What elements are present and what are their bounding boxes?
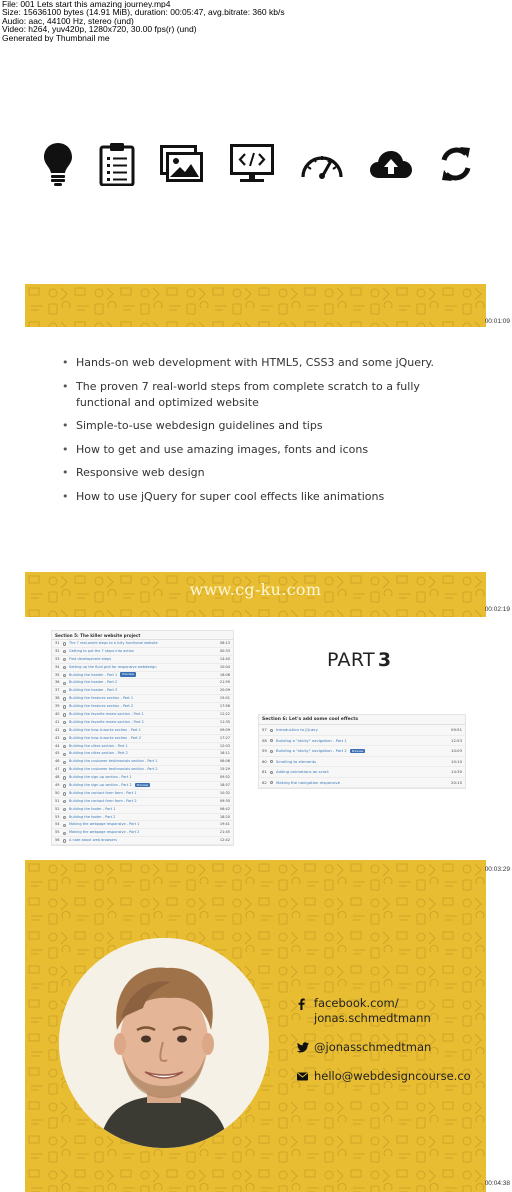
- table-row[interactable]: [52, 656, 233, 664]
- lecture-title: [69, 735, 141, 743]
- lecture-duration: 19:41: [219, 822, 230, 827]
- lecture-duration: 10:32: [219, 790, 230, 795]
- meta-generator-line: Generated by Thumbnail me: [2, 33, 110, 43]
- lecture-title: [69, 837, 117, 845]
- section-5-lecture-table: [51, 630, 234, 846]
- facebook-line-1: facebook.com/: [314, 996, 399, 1010]
- list-item: • How to use jQuery for super cool effects like animations: [62, 489, 462, 505]
- lecture-duration: 09:35: [219, 798, 230, 803]
- list-item: • The proven 7 real-world steps from complete scratch to a fully functional and optimized website: [62, 379, 462, 411]
- lecture-title-text: Building the header - Part 3: [69, 688, 118, 693]
- play-circle-icon: [63, 697, 66, 700]
- lecture-duration: 09:09: [219, 727, 230, 732]
- lecture-title: [276, 767, 329, 778]
- lecture-duration: 12:53: [451, 737, 462, 743]
- thumbnail-frame-1: [25, 42, 486, 327]
- yellow-pattern-band: [25, 572, 486, 617]
- lecture-title: [276, 757, 316, 768]
- lecture-title: [276, 736, 347, 747]
- table-row[interactable]: [52, 727, 233, 735]
- timestamp-2: 00:02:19: [484, 606, 510, 613]
- lecture-title-text: Building the header - Part 1: [69, 672, 118, 677]
- table-row[interactable]: [52, 711, 233, 719]
- preview-button[interactable]: Preview: [122, 672, 134, 677]
- play-circle-icon: [63, 713, 66, 716]
- feature-icon-row: [43, 142, 473, 186]
- lecture-duration: 21:59: [219, 680, 230, 685]
- part-number: 3: [377, 649, 392, 671]
- lecture-title: [69, 829, 139, 837]
- lecture-title: [69, 814, 115, 822]
- lecture-title: [69, 821, 139, 829]
- table-row[interactable]: [52, 837, 233, 845]
- lecture-number: 59: [262, 748, 267, 753]
- play-circle-icon: [63, 761, 66, 764]
- lecture-number: 54: [55, 822, 60, 827]
- lecture-title: [276, 778, 340, 789]
- twitter-link[interactable]: [297, 1040, 486, 1055]
- lecture-title-text: Building the sign-up section - Part 1: [69, 775, 132, 780]
- lecture-title: [69, 806, 115, 814]
- lecture-title-text: Building the customer testimonials section - Part 2: [69, 767, 158, 772]
- preview-button[interactable]: Preview: [136, 782, 149, 787]
- lecture-duration: 15:29: [219, 767, 230, 772]
- play-circle-icon: [63, 808, 66, 811]
- table-row[interactable]: [52, 774, 233, 782]
- table-row[interactable]: [259, 767, 465, 778]
- timestamp-4: 00:04:38: [484, 1180, 510, 1187]
- play-circle-icon: [63, 737, 66, 740]
- lecture-title-text: Building the footer - Part 2: [69, 814, 116, 819]
- part-label: PART: [327, 649, 375, 671]
- lecture-title-text: Building the contact form form - Part 2: [69, 798, 137, 803]
- lightbulb-icon: [43, 142, 73, 186]
- lecture-title: [69, 758, 158, 766]
- table-row[interactable]: [52, 640, 233, 648]
- table-row[interactable]: [52, 798, 233, 806]
- lecture-number: 62: [262, 779, 267, 785]
- timestamp-3: 00:03:29: [484, 866, 510, 873]
- lecture-title: [69, 672, 136, 680]
- list-item: • How to get and use amazing images, fonts and icons: [62, 442, 462, 458]
- play-circle-icon: [63, 768, 66, 771]
- lecture-number: 38: [55, 696, 60, 701]
- lecture-title: [69, 703, 133, 711]
- table-row[interactable]: [259, 757, 465, 768]
- lecture-title: [276, 725, 318, 736]
- lecture-number: 44: [55, 743, 60, 748]
- table-row[interactable]: [52, 672, 233, 680]
- lecture-number: 49: [55, 783, 60, 788]
- play-circle-icon: [63, 745, 66, 748]
- yellow-pattern-band: [25, 284, 486, 327]
- table-row[interactable]: [259, 746, 465, 757]
- lecture-title: [69, 640, 158, 648]
- lecture-title-text: Getting to put the 7 steps into action: [69, 648, 134, 653]
- lecture-title-text: Building the features section - Part 2: [69, 704, 134, 709]
- table-row[interactable]: [52, 664, 233, 672]
- lecture-title-text: Building the favorite meals section - Part 2: [69, 719, 144, 724]
- play-circle-icon: [63, 690, 66, 693]
- timestamp-1: 00:01:09: [484, 318, 510, 325]
- lecture-title: [69, 679, 117, 687]
- lecture-duration: 21:45: [219, 830, 230, 835]
- list-item: • Hands-on web development with HTML5, CSS3 and some jQuery.: [62, 355, 462, 371]
- section-title: Section 6: Let's add some cool effects: [259, 715, 465, 725]
- lecture-duration: 06:42: [219, 806, 230, 811]
- play-circle-icon: [63, 721, 66, 724]
- lecture-number: 39: [55, 704, 60, 709]
- play-circle-icon: [270, 781, 273, 784]
- lecture-duration: 18:20: [219, 814, 230, 819]
- lecture-duration: 20:15: [451, 779, 462, 785]
- lecture-rows: [52, 640, 233, 845]
- lecture-title-text: Building the cities section - Part 1: [69, 743, 128, 748]
- table-row[interactable]: [52, 758, 233, 766]
- lecture-duration: 11:35: [219, 719, 230, 724]
- social-links: [297, 996, 486, 1084]
- thumbnail-frame-3: [25, 617, 486, 860]
- facebook-icon: [297, 998, 306, 1010]
- lecture-number: 58: [262, 737, 267, 743]
- lecture-duration: 10:03: [451, 748, 462, 753]
- play-circle-icon: [63, 753, 66, 756]
- lecture-duration: 12:03: [219, 743, 230, 748]
- play-circle-icon: [270, 760, 273, 763]
- table-row[interactable]: [52, 782, 233, 790]
- table-row[interactable]: [52, 648, 233, 656]
- lecture-number: 50: [55, 790, 60, 795]
- clipboard-icon: [99, 142, 135, 186]
- lecture-title-text: Introduction to jQuery: [276, 727, 318, 732]
- lecture-number: 35: [55, 672, 60, 677]
- lecture-title-text: Adding animations on scroll: [276, 769, 329, 774]
- table-row[interactable]: [52, 679, 233, 687]
- play-circle-icon: [63, 832, 66, 835]
- lecture-number: 51: [55, 798, 60, 803]
- table-row[interactable]: [52, 829, 233, 837]
- lecture-number: 55: [55, 830, 60, 835]
- cloud-upload-icon: [369, 149, 413, 179]
- play-circle-icon: [63, 776, 66, 779]
- lecture-number: 42: [55, 727, 60, 732]
- lecture-number: 53: [55, 814, 60, 819]
- lecture-title: [69, 664, 157, 672]
- lecture-number: 45: [55, 751, 60, 756]
- lecture-title: [69, 687, 117, 695]
- lecture-title-text: First development steps: [69, 656, 112, 661]
- twitter-icon: [297, 1042, 309, 1053]
- play-circle-icon: [270, 750, 273, 753]
- lecture-duration: 14:40: [219, 656, 230, 661]
- play-circle-icon: [63, 650, 66, 653]
- lecture-title-text: Building the features section - Part 1: [69, 696, 134, 701]
- lecture-title-text: Making the webpage responsive - Part 1: [69, 822, 140, 827]
- play-circle-icon: [270, 739, 273, 742]
- play-circle-icon: [270, 729, 273, 732]
- lecture-title-text: Building a "sticky" navigation - Part 2: [276, 748, 347, 753]
- thumbnail-frame-4: [25, 860, 486, 1192]
- section-title: Section 5: The killer website project: [52, 631, 233, 640]
- meta-video-line: Video: h264, yuv420p, 1280x720, 30.00 fps(r) (und): [2, 25, 197, 34]
- table-row[interactable]: [52, 814, 233, 822]
- facebook-line-2: jonas.schmedtmann: [314, 1011, 431, 1025]
- watermark-text: www.cg-ku.com: [189, 580, 322, 599]
- table-row[interactable]: [52, 703, 233, 711]
- lecture-duration: 00:33: [219, 648, 230, 653]
- meta-file-line: File: 001 Lets start this amazing journey.mp4: [2, 0, 171, 9]
- lecture-title-text: Building a "sticky" navigation - Part 1: [276, 737, 347, 743]
- list-item: • Simple-to-use webdesign guidelines and tips: [62, 418, 462, 434]
- facebook-link[interactable]: [297, 996, 486, 1026]
- refresh-icon: [439, 144, 473, 184]
- lecture-number: 43: [55, 735, 60, 740]
- lecture-number: 40: [55, 712, 60, 717]
- lecture-title: [69, 727, 141, 735]
- play-circle-icon: [63, 784, 66, 787]
- table-row[interactable]: [52, 735, 233, 743]
- table-row[interactable]: [52, 821, 233, 829]
- table-row[interactable]: [259, 725, 465, 736]
- lecture-title-text: Building the how-it-works section - Part 1: [69, 727, 142, 732]
- lecture-number: 52: [55, 806, 60, 811]
- lecture-number: 34: [55, 664, 60, 669]
- table-row[interactable]: [52, 766, 233, 774]
- table-row[interactable]: [52, 719, 233, 727]
- play-circle-icon: [270, 771, 273, 774]
- lecture-title: [69, 711, 144, 719]
- lecture-title-text: A note about web browsers: [69, 838, 117, 843]
- lecture-number: 57: [262, 727, 267, 732]
- slide-white-area: [25, 327, 486, 572]
- lecture-duration: 09:51: [451, 727, 462, 732]
- lecture-title: [69, 648, 134, 656]
- play-circle-icon: [63, 674, 66, 677]
- table-row[interactable]: [259, 778, 465, 789]
- lecture-title-text: Building the sign-up section - Part 2: [69, 783, 132, 788]
- lecture-number: 31: [55, 641, 60, 645]
- video-meta-header: [0, 0, 512, 42]
- lecture-number: 33: [55, 656, 60, 661]
- lecture-number: 47: [55, 767, 60, 772]
- table-row[interactable]: [52, 750, 233, 758]
- email-address: hello@webdesigncourse.co: [314, 1069, 471, 1083]
- email-link[interactable]: [297, 1069, 486, 1084]
- lecture-title-text: Making the navigation responsive: [276, 779, 341, 785]
- play-circle-icon: [63, 682, 66, 685]
- lecture-duration: 16:11: [219, 751, 230, 756]
- course-features-list: [62, 355, 462, 512]
- lecture-duration: 10:04: [219, 664, 230, 669]
- part-heading: [327, 649, 391, 671]
- table-row[interactable]: [52, 687, 233, 695]
- lecture-title-text: Building the footer - Part 1: [69, 806, 116, 811]
- thumbnail-frame-2: [25, 327, 486, 617]
- list-item: • Responsive web design: [62, 465, 462, 481]
- play-circle-icon: [63, 666, 66, 669]
- table-row[interactable]: [52, 695, 233, 703]
- lecture-title: [69, 798, 137, 806]
- lecture-title-text: Building the favorite meals section - Part 1: [69, 712, 144, 717]
- twitter-handle: @jonasschmedtman: [314, 1040, 432, 1054]
- lecture-title-text: Scrolling to elements: [276, 758, 317, 764]
- lecture-number: 56: [55, 838, 60, 843]
- lecture-rows: [259, 725, 465, 788]
- lecture-duration: 10:10: [451, 758, 462, 764]
- slide-white-area: [25, 42, 486, 284]
- lecture-title: [69, 719, 144, 727]
- lecture-number: 36: [55, 680, 60, 685]
- play-circle-icon: [63, 658, 66, 661]
- play-circle-icon: [63, 816, 66, 819]
- lecture-title-text: Setting up the fluid grid for responsive webdesign: [69, 664, 157, 669]
- table-row[interactable]: [52, 743, 233, 751]
- lecture-duration: 17:56: [219, 704, 230, 709]
- table-row[interactable]: [259, 736, 465, 747]
- speedometer-icon: [300, 149, 344, 179]
- lecture-duration: 12:22: [219, 712, 230, 717]
- lecture-title: [69, 750, 128, 758]
- lecture-number: 37: [55, 688, 60, 693]
- lecture-title: [69, 743, 128, 751]
- play-circle-icon: [63, 642, 66, 645]
- lecture-title-text: Building the how-it-works section - Part 2: [69, 735, 142, 740]
- lecture-title: [69, 782, 150, 790]
- lecture-number: 48: [55, 775, 60, 780]
- table-row[interactable]: [52, 806, 233, 814]
- play-circle-icon: [63, 824, 66, 827]
- lecture-number: 60: [262, 758, 267, 764]
- lecture-duration: 06:13: [219, 641, 230, 645]
- play-circle-icon: [63, 792, 66, 795]
- lecture-duration: 12:42: [219, 838, 230, 843]
- lecture-title: [69, 790, 137, 798]
- lecture-title-text: Building the header - Part 2: [69, 680, 118, 685]
- lecture-duration: 15:01: [219, 696, 230, 701]
- table-row[interactable]: [52, 790, 233, 798]
- lecture-duration: 09:52: [219, 775, 230, 780]
- images-icon: [160, 145, 204, 183]
- lecture-title: [69, 656, 111, 664]
- lecture-title: [69, 766, 158, 774]
- play-circle-icon: [63, 800, 66, 803]
- lecture-title-text: The 7 real-world steps to a fully functional website: [69, 641, 158, 645]
- lecture-number: 32: [55, 648, 60, 653]
- meta-size-line: Size: 15636100 bytes (14.91 MiB), duration: 00:05:47, avg.bitrate: 360 kb/s: [2, 8, 285, 17]
- preview-button[interactable]: Preview: [351, 748, 364, 753]
- play-circle-icon: [63, 839, 66, 842]
- play-circle-icon: [63, 729, 66, 732]
- lecture-number: 41: [55, 719, 60, 724]
- lecture-duration: 17:27: [219, 735, 230, 740]
- lecture-duration: 20:09: [219, 688, 230, 693]
- lecture-duration: 14:30: [451, 769, 462, 774]
- lecture-title: [69, 695, 133, 703]
- lecture-title-text: Building the customer testimonials section - Part 1: [69, 759, 158, 764]
- lecture-title-text: Making the webpage responsive - Part 2: [69, 830, 140, 835]
- lecture-title-text: Building the contact form form - Part 1: [69, 790, 137, 795]
- lecture-duration: 18:57: [219, 783, 230, 788]
- meta-audio-line: Audio: aac, 44100 Hz, stereo (und): [2, 16, 134, 26]
- lecture-duration: 16:08: [219, 672, 230, 677]
- play-circle-icon: [63, 705, 66, 708]
- monitor-code-icon: [230, 144, 274, 184]
- lecture-title-text: Building the cities section - Part 2: [69, 751, 128, 756]
- lecture-duration: 06:06: [219, 759, 230, 764]
- lecture-number: 46: [55, 759, 60, 764]
- instructor-avatar: [59, 938, 269, 1148]
- lecture-title: [276, 746, 365, 757]
- lecture-title: [69, 774, 132, 782]
- section-6-lecture-table: [258, 714, 466, 789]
- lecture-number: 61: [262, 769, 267, 774]
- envelope-icon: [297, 1072, 308, 1081]
